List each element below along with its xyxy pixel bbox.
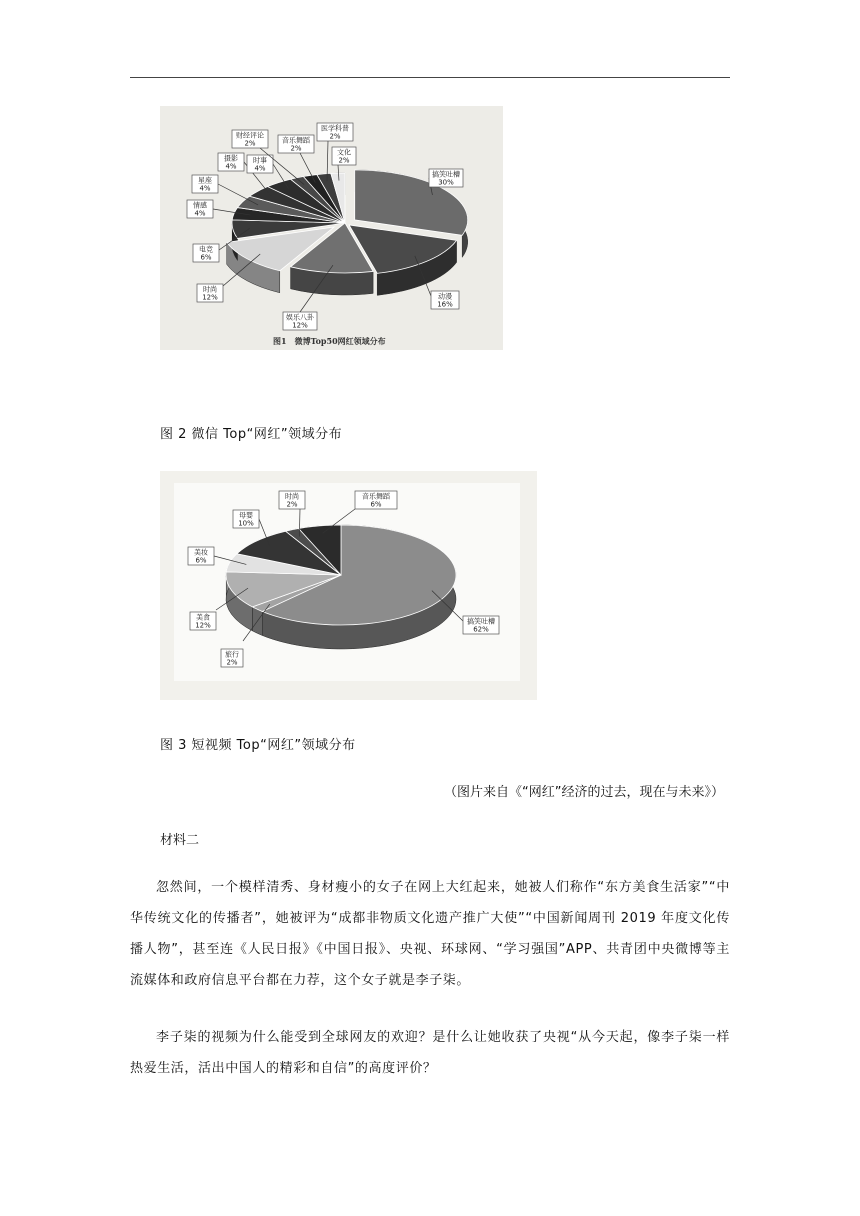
slice-name-label: 娱乐八卦: [286, 313, 314, 322]
slice-percent-label: 6%: [195, 556, 207, 565]
wechat-pie-chart: [160, 471, 537, 700]
slice-percent-label: 2%: [329, 132, 341, 141]
slice-name-label: 情感: [193, 201, 207, 210]
slice-percent-label: 6%: [370, 500, 382, 509]
paragraph: 李子柒的视频为什么能受到全球网友的欢迎？是什么让她收获了央视“从今天起，像李子柒一样热爱生活，活出中国人的精彩和自信”的高度评价？: [130, 1030, 730, 1076]
image-source-note: （图片来自《“网红”经济的过去，现在与未来》）: [444, 785, 724, 800]
slice-name-label: 时尚: [285, 492, 299, 501]
slice-name-label: 摄影: [224, 154, 238, 163]
slice-percent-label: 16%: [437, 300, 453, 309]
paragraph: 忽然间，一个模样清秀、身材瘦小的女子在网上大红起来，她被人们称作“东方美食生活家”“中华传统文化的传播者”，她被评为“成都非物质文化遗产推广大使”“中国新闻周刊 2019 年度文化传播人物”，甚至连《人民日报》《中国日报》、央视、环球网、“学习强国”APP、共青团中央微博等主流媒体和政府信息平台都在力荐，这个女子就是李子柒。: [130, 880, 730, 988]
slice-name-label: 时事: [253, 156, 267, 165]
slice-name-label: 搞笑吐槽: [432, 170, 460, 179]
slice-percent-label: 4%: [199, 184, 211, 193]
slice-name-label: 旅行: [225, 650, 239, 659]
slice-name-label: 音乐舞蹈: [282, 136, 310, 145]
material-heading: 材料二: [160, 833, 200, 848]
slice-percent-label: 4%: [254, 164, 266, 173]
slice-percent-label: 12%: [195, 621, 211, 630]
slice-name-label: 音乐舞蹈: [362, 492, 390, 501]
figure-weibo-pie: [160, 106, 503, 350]
slice-name-label: 医学科普: [321, 124, 349, 133]
slice-name-label: 星座: [198, 176, 212, 185]
slice-name-label: 文化: [337, 148, 351, 157]
figure2-caption: 图 2 微信 Top“网红”领域分布: [160, 427, 343, 442]
slice-name-label: 财经评论: [236, 131, 264, 140]
figure-wechat-pie: [160, 471, 537, 700]
slice-percent-label: 4%: [194, 209, 206, 218]
slice-percent-label: 2%: [338, 156, 350, 165]
slice-name-label: 时尚: [203, 285, 217, 294]
figure3-caption: 图 3 短视频 Top“网红”领域分布: [160, 738, 356, 753]
slice-percent-label: 62%: [473, 625, 489, 634]
slice-percent-label: 30%: [438, 178, 454, 187]
slice-percent-label: 12%: [292, 321, 308, 330]
slice-name-label: 搞笑吐槽: [467, 617, 495, 626]
slice-name-label: 美妆: [194, 548, 208, 557]
slice-percent-label: 10%: [238, 519, 254, 528]
header-rule: [130, 77, 730, 78]
slice-name-label: 动漫: [438, 292, 452, 301]
slice-name-label: 电竞: [199, 245, 213, 254]
slice-name-label: 母婴: [239, 511, 253, 520]
slice-percent-label: 4%: [225, 162, 237, 171]
slice-percent-label: 2%: [244, 139, 256, 148]
slice-percent-label: 12%: [202, 293, 218, 302]
slice-name-label: 美食: [196, 613, 210, 622]
figure1-title: 图1 微博Top50网红领域分布: [273, 336, 386, 346]
slice-percent-label: 6%: [200, 253, 212, 262]
weibo-pie-chart: [160, 106, 503, 350]
slice-percent-label: 2%: [226, 658, 238, 667]
slice-percent-label: 2%: [286, 500, 298, 509]
slice-percent-label: 2%: [290, 144, 302, 153]
